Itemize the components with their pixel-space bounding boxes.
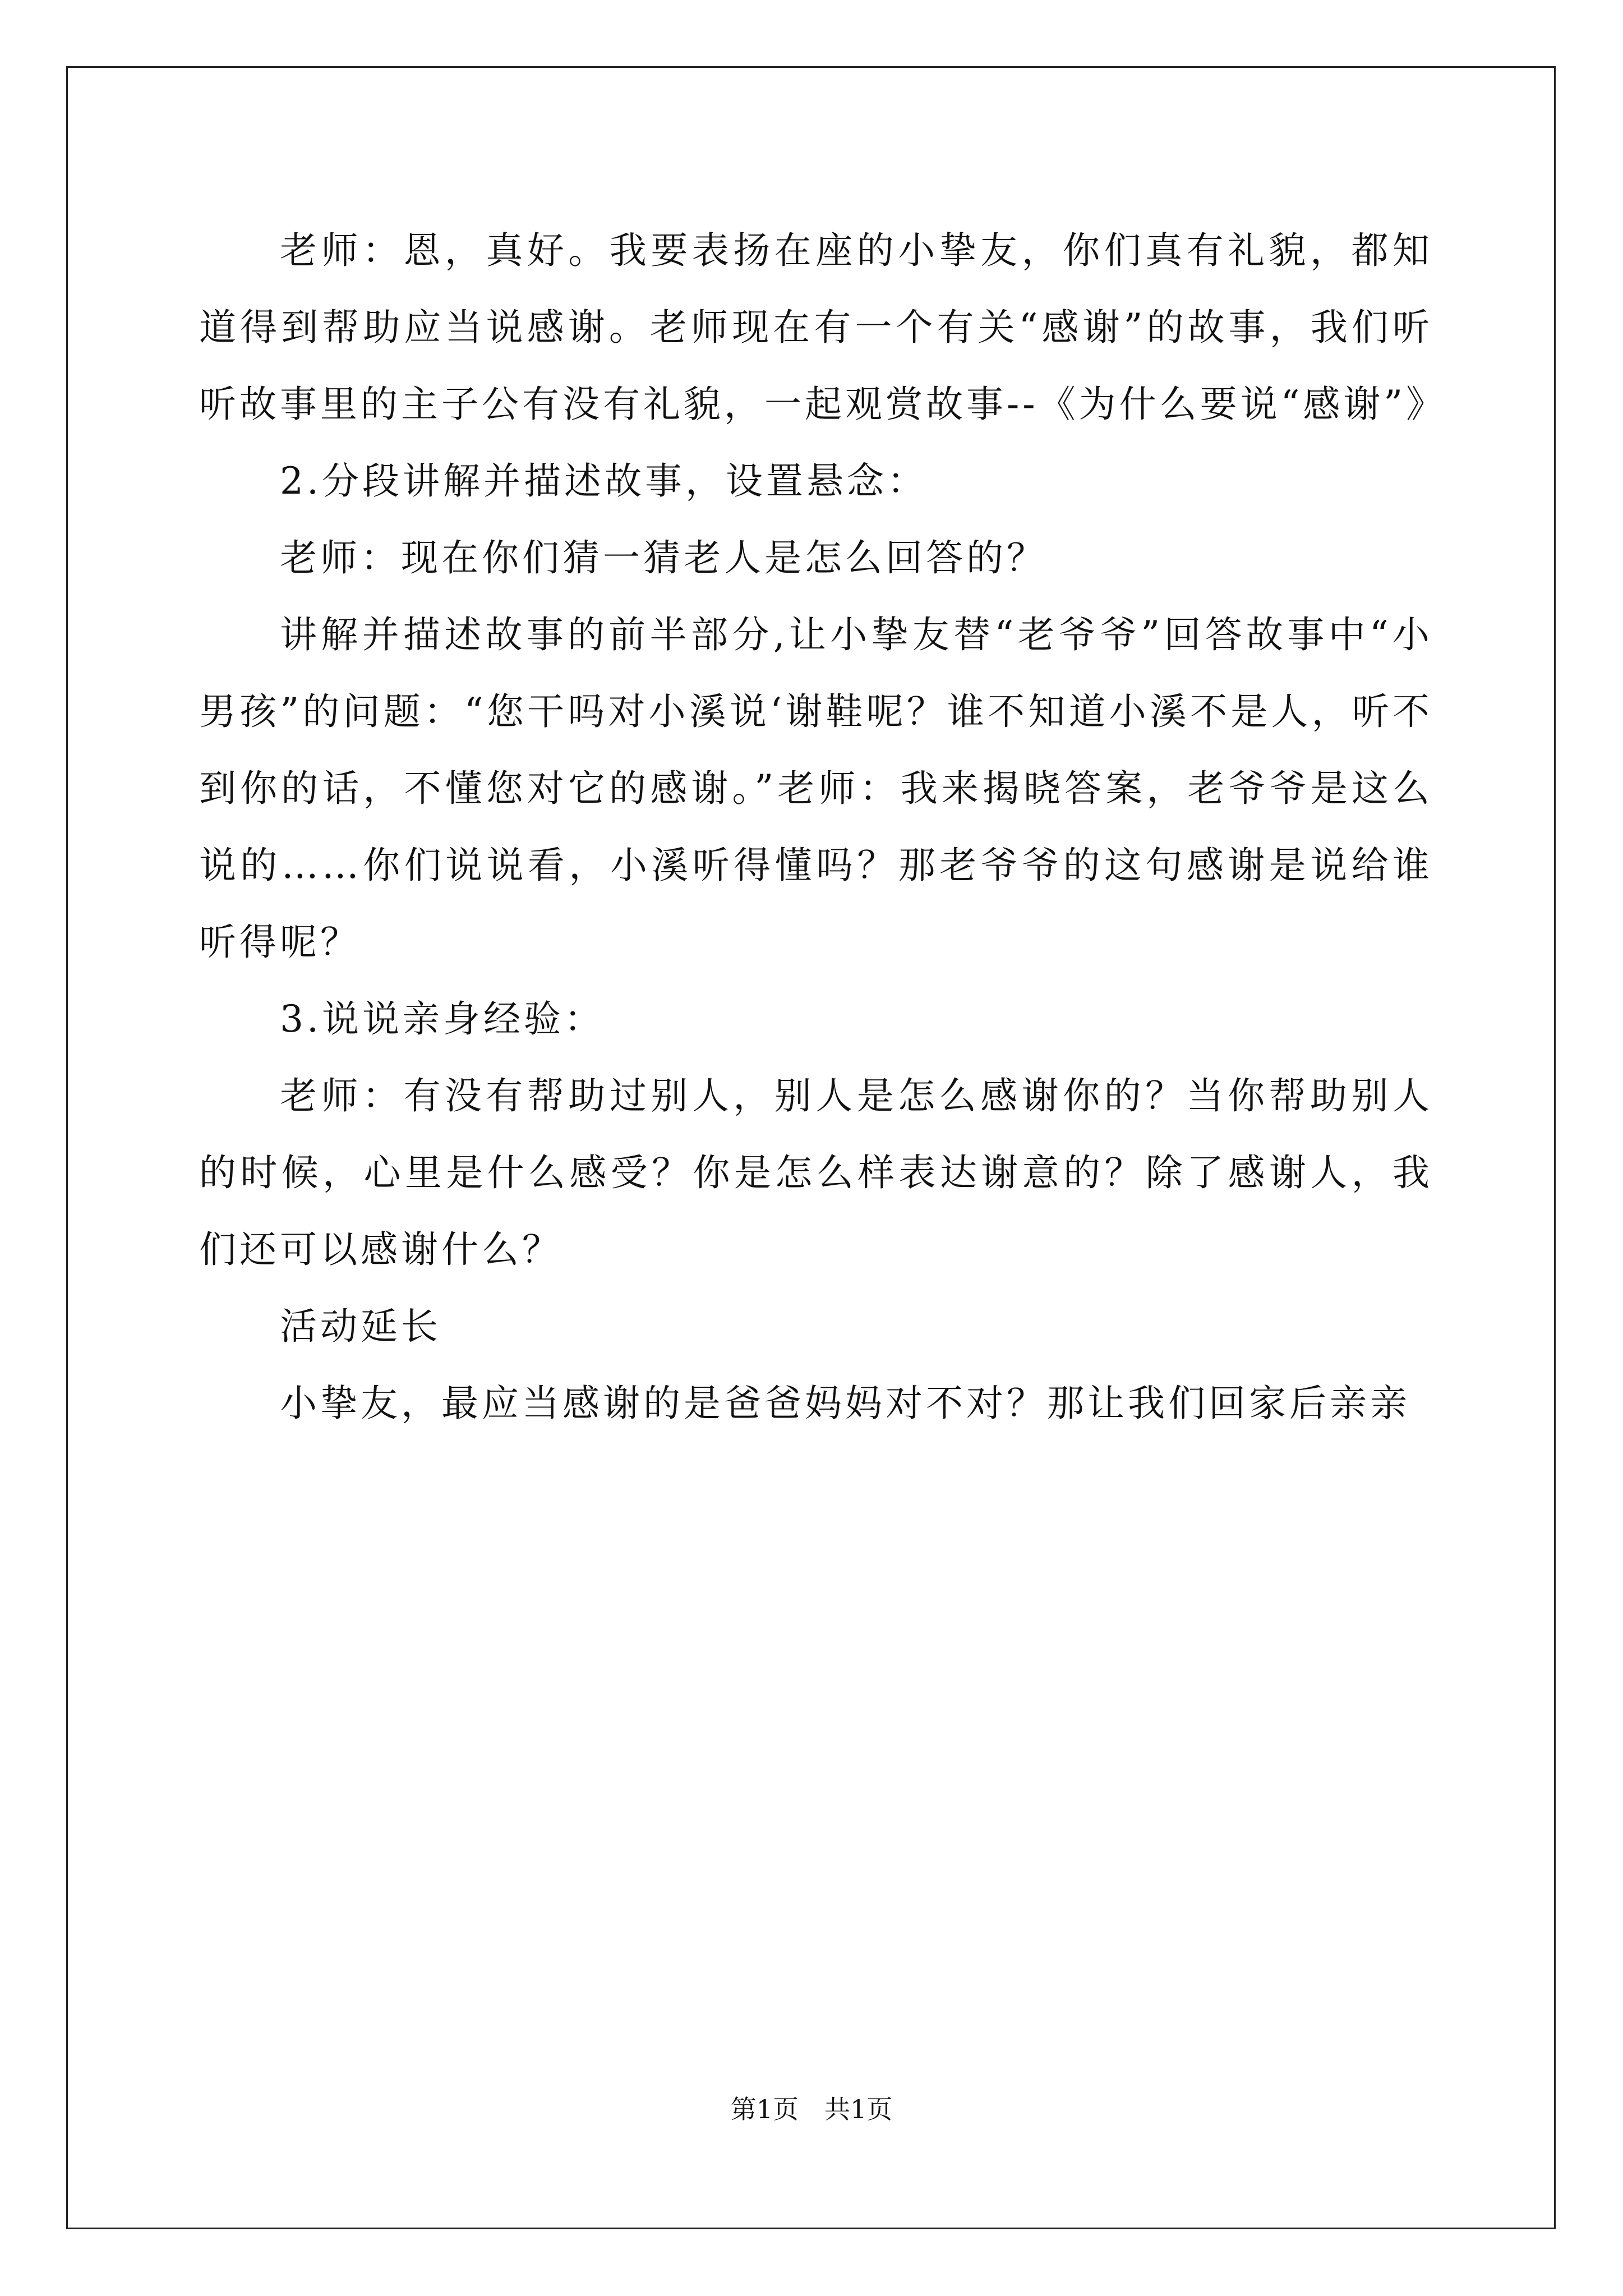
document-body — [199, 212, 1447, 1442]
paragraph-4: 讲解并描述故事的前半部分,让小挚友替“老爷爷”回答故事中“小男孩”的问题：“您干吗对小溪说‘谢鞋呢？谁不知道小溪不是人，听不到你的话，不懂您对它的感谢。”老师：我来揭晓答案，老爷爷是这么说的……你们说说看，小溪听得懂吗？那老爷爷的这句感谢是说给谁听得呢？ — [199, 613, 1433, 964]
paragraph-5: 3.说说亲身经验： — [280, 997, 605, 1041]
paragraph-2: 2.分段讲解并描述故事，设置悬念： — [280, 459, 928, 503]
paragraph-8: 小挚友，最应当感谢的是爸爸妈妈对不对？那让我们回家后亲亲 — [280, 1382, 1410, 1425]
paragraph-6: 老师：有没有帮助过别人，别人是怎么感谢你的？当你帮助别人的时候，心里是什么感受？你是怎么样表达谢意的？除了感谢人，我们还可以感谢什么？ — [199, 1074, 1433, 1271]
page-footer: 第1页 共1页 — [730, 2094, 893, 2124]
paragraph-3: 老师：现在你们猜一猜老人是怎么回答的？ — [280, 536, 1047, 579]
paragraph-1: 老师：恩，真好。我要表扬在座的小挚友，你们真有礼貌，都知道得到帮助应当说感谢。老师现在有一个有关“感谢”的故事，我们听听故事里的主子公有没有礼貌，一起观赏故事--《为什么要说“感谢”》 — [199, 229, 1447, 426]
paragraph-7: 活动延长 — [280, 1305, 441, 1348]
